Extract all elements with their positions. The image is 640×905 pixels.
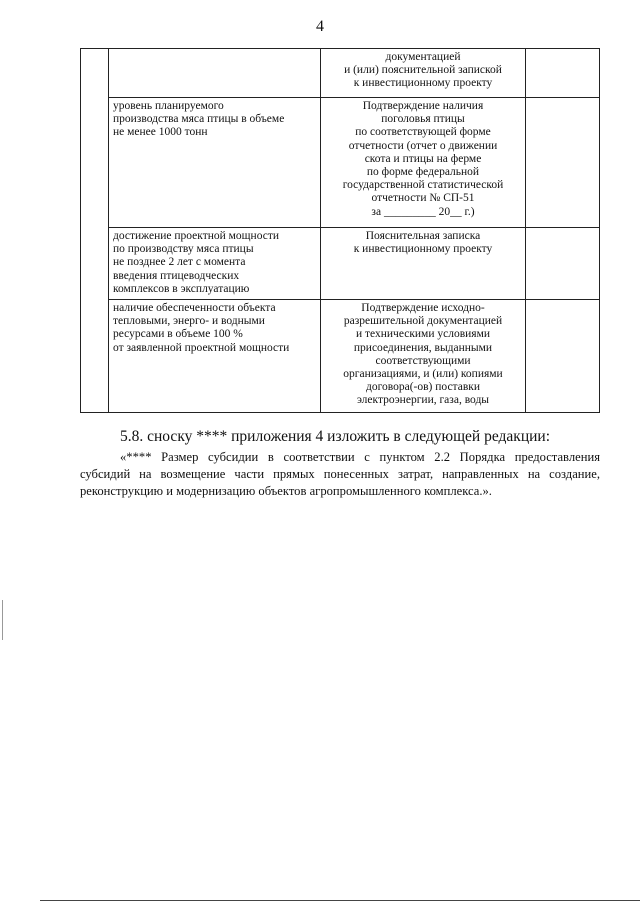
- cell-line: за _________ 20__ г.): [371, 205, 475, 218]
- cell-line: и техническими условиями: [355, 328, 491, 341]
- cell-line: договора(-ов) поставки: [365, 381, 481, 394]
- cell-line: Подтверждение наличия: [362, 100, 484, 112]
- cell-line: не менее 1000 тонн: [113, 126, 208, 139]
- table-row: [81, 49, 600, 98]
- table-cell-condition: [109, 98, 321, 228]
- table-cell-extra: [526, 49, 600, 98]
- table-cell-condition: [109, 49, 321, 98]
- cell-line: от заявленной проектной мощности: [113, 341, 290, 354]
- table-cell-document: [321, 49, 526, 98]
- table-cell-extra: [526, 300, 600, 413]
- cell-line: присоединения, выданными: [353, 341, 493, 354]
- table-cell-document: [321, 300, 526, 413]
- cell-line: и (или) пояснительной запиской: [344, 64, 502, 77]
- cell-line: тепловыми, энерго- и водными: [113, 315, 265, 328]
- footnote-paragraph: [80, 449, 600, 501]
- scan-bottom-edge: [40, 900, 640, 901]
- cell-line: уровень планируемого: [113, 100, 224, 112]
- cell-line: электроэнергии, газа, воды: [356, 394, 490, 407]
- cell-line: соответствующими: [375, 354, 471, 367]
- cell-line: по форме федеральной: [366, 166, 480, 179]
- cell-line: организациями, и (или) копиями: [343, 368, 503, 381]
- cell-line: документацией: [385, 51, 461, 63]
- cell-line: наличие обеспеченности объекта: [113, 302, 276, 314]
- table-row: [81, 98, 600, 228]
- cell-line: разрешительной документацией: [343, 315, 503, 328]
- footnote-line: реконструкцию и модернизацию объектов агропромышленного комплекса.».: [80, 484, 492, 499]
- cell-line: поголовья птицы: [381, 113, 465, 126]
- conditions-table: [80, 48, 600, 413]
- footnote-line: субсидий на возмещение части прямых понесенных затрат, направленных на создание,: [80, 467, 600, 482]
- table-cell-extra: [526, 228, 600, 300]
- section-heading: 5.8. сноску **** приложения 4 изложить в следующей редакции:: [120, 428, 551, 445]
- cell-line: комплексов в эксплуатацию: [113, 282, 250, 295]
- cell-line: достижение проектной мощности: [113, 230, 280, 242]
- cell-line: отчетности № СП-51: [371, 192, 475, 205]
- table-cell-extra: [526, 98, 600, 228]
- table-cell-document: [321, 98, 526, 228]
- scan-edge-mark: [2, 600, 3, 640]
- table-cell-number: [81, 49, 109, 413]
- cell-line: скота и птицы на ферме: [364, 152, 482, 165]
- table-cell-document: [321, 228, 526, 300]
- cell-line: Пояснительная записка: [365, 230, 481, 242]
- table-row: [81, 228, 600, 300]
- cell-line: по соответствующей форме: [355, 126, 491, 139]
- cell-line: производства мяса птицы в объеме: [113, 113, 285, 126]
- table-cell-condition: [109, 228, 321, 300]
- table-row: [81, 300, 600, 413]
- table-cell-condition: [109, 300, 321, 413]
- cell-line: ресурсами в объеме 100 %: [113, 328, 243, 341]
- cell-line: государственной статистической: [342, 179, 504, 192]
- cell-line: по производству мяса птицы: [113, 243, 254, 256]
- cell-line: не позднее 2 лет с момента: [113, 256, 246, 269]
- cell-line: к инвестиционному проекту: [353, 77, 493, 90]
- cell-line: к инвестиционному проекту: [353, 243, 493, 256]
- footnote-line: «**** Размер субсидии в соответствии с пунктом 2.2 Порядка предоставления: [120, 450, 600, 464]
- cell-line: Подтверждение исходно-: [361, 302, 485, 314]
- page-number: 4: [316, 18, 324, 35]
- cell-line: введения птицеводческих: [113, 269, 240, 282]
- cell-line: отчетности (отчет о движении: [348, 139, 498, 152]
